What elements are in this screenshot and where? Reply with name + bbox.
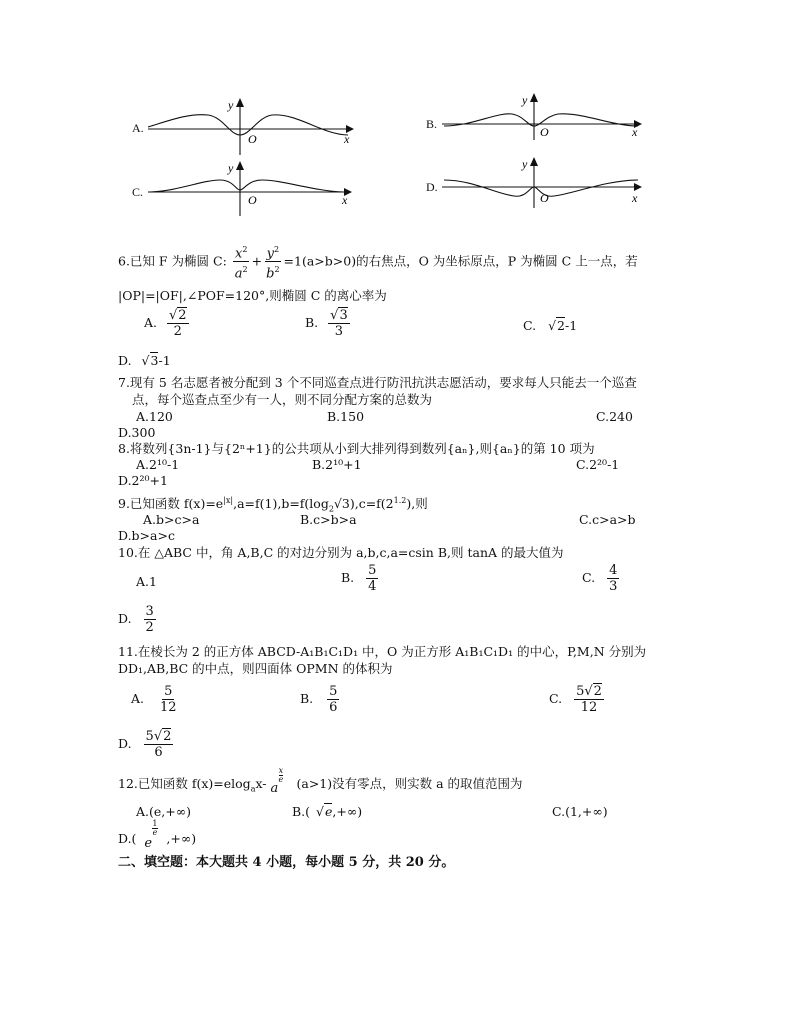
q12-option-d: D.( e 1 e ,+∞) (118, 818, 197, 851)
q10-option-a: A.1 (136, 574, 157, 589)
q10-line1: 10.在 △ABC 中，角 A,B,C 的对边分别为 a,b,c,a=csin B,则 tanA 的最大值为 (118, 545, 564, 560)
q7-option-a: A.120 (136, 409, 173, 424)
q6-option-d: D. √3-1 (118, 353, 171, 368)
graph-a-y: y (228, 98, 234, 112)
q11-option-b: B. $\frac{5}{6}$ (300, 684, 338, 715)
q8-option-b: B.2¹⁰+1 (312, 457, 362, 472)
q6-stem-mid: =1(a>b>0)的右焦点，O 为坐标原点，P 为椭圆 C 上一点，若 (283, 253, 638, 269)
graph-a (148, 95, 358, 157)
q8-line1: 8.将数列{3n-1}与{2ⁿ+1}的公共项从小到大排列得到数列{aₙ},则{aₙ}的第 10 项为 (118, 441, 595, 456)
q6-option-b: B. $\frac{√3}{3}$ (305, 308, 348, 339)
q11-option-d: D. $\frac{5√2}{6}$ (118, 729, 172, 760)
q10-option-c: C. $\frac{4}{3}$ (582, 563, 618, 594)
q6-frac-x: $\frac{x^2}{a^2}$ (233, 242, 250, 282)
q8-option-d: D.2²⁰+1 (118, 473, 168, 488)
q6-frac-y: $\frac{y^2}{b^2}$ (264, 242, 281, 282)
q8-option-a: A.2¹⁰-1 (136, 457, 180, 472)
section-2-heading: 二、填空题：本大题共 4 小题，每小题 5 分，共 20 分。 (118, 855, 455, 870)
q6-option-a: A. $\frac{√2}{2}$ (144, 308, 187, 339)
graph-b-y: y (522, 93, 528, 107)
graph-c-label: C. (132, 185, 144, 199)
graph-d (442, 154, 652, 210)
q7-option-d: D.300 (118, 425, 156, 440)
graph-d-o: O (540, 191, 549, 205)
graph-d-x: x (632, 191, 638, 205)
q9-option-b: B.c>b>a (300, 512, 357, 527)
graph-a-x: x (344, 132, 350, 146)
graph-b-x: x (632, 125, 638, 139)
q9-line1: 9.已知函数 $f(x)=e^{|x|},a=f(1),b=f(\log_2√3),c=f(2^{1.2})$,则 (118, 496, 428, 514)
graph-b-o: O (540, 125, 549, 139)
graph-c-y: y (228, 161, 234, 175)
q11-option-a: A. $\frac{5}{12}$ (131, 684, 177, 715)
q6-line2: |OP|=|OF|,∠POF=120°,则椭圆 C 的离心率为 (118, 288, 387, 303)
q12-option-c: C.(1,+∞) (552, 804, 608, 819)
graph-c-o: O (248, 193, 257, 207)
q11-option-c: C. $\frac{5√2}{12}$ (549, 684, 602, 715)
q8-option-c: C.2²⁰-1 (576, 457, 620, 472)
q9-option-a: A.b>c>a (143, 512, 200, 527)
q7-option-c: C.240 (596, 409, 633, 424)
q10-option-b: B. $\frac{5}{4}$ (341, 563, 377, 594)
q9-option-c: C.c>a>b (579, 512, 636, 527)
q7-line2: 点，每个巡查点至少有一人，则不同分配方案的总数为 (132, 392, 433, 407)
graph-d-y: y (522, 157, 528, 171)
q12-option-a: A.(e,+∞) (136, 804, 192, 819)
q6-option-c: C. √2-1 (523, 318, 578, 333)
graph-a-label: A. (132, 121, 144, 135)
q10-option-d: D. $\frac{3}{2}$ (118, 604, 154, 635)
q11-line2: DD₁,AB,BC 的中点，则四面体 OPMN 的体积为 (118, 661, 393, 676)
q7-option-b: B.150 (327, 409, 365, 424)
graph-b-label: B. (426, 117, 438, 131)
q11-line1: 11.在棱长为 2 的正方体 ABCD-A₁B₁C₁D₁ 中，O 为正方形 A₁B₁C₁D₁ 的中心，P,M,N 分别为 (118, 644, 647, 659)
q6-stem-start: 6.已知 F 为椭圆 C: (118, 253, 227, 269)
q9-option-d: D.b>a>c (118, 528, 175, 543)
q12-option-b: B.( √e,+∞) (292, 804, 363, 819)
graph-a-o: O (248, 132, 257, 146)
graph-c-x: x (342, 193, 348, 207)
graph-c (148, 158, 358, 218)
q7-line1: 7.现有 5 名志愿者被分配到 3 个不同巡查点进行防汛抗洪志愿活动，要求每人只能去一个巡查 (118, 375, 637, 390)
graph-d-label: D. (426, 180, 438, 194)
graph-b (442, 90, 652, 142)
q6-stem: 6.已知 F 为椭圆 C: $\frac{x^2}{a^2}$ + $\frac{y^2}{b^2}$ =1(a>b>0)的右焦点，O 为坐标原点，P 为椭圆 C 上一点，若 (118, 242, 638, 282)
q12-line1: 12.已知函数 f(x)=elog$_a$x- a x e (a>1)没有零点，则实数 a 的取值范围为 (118, 765, 523, 796)
